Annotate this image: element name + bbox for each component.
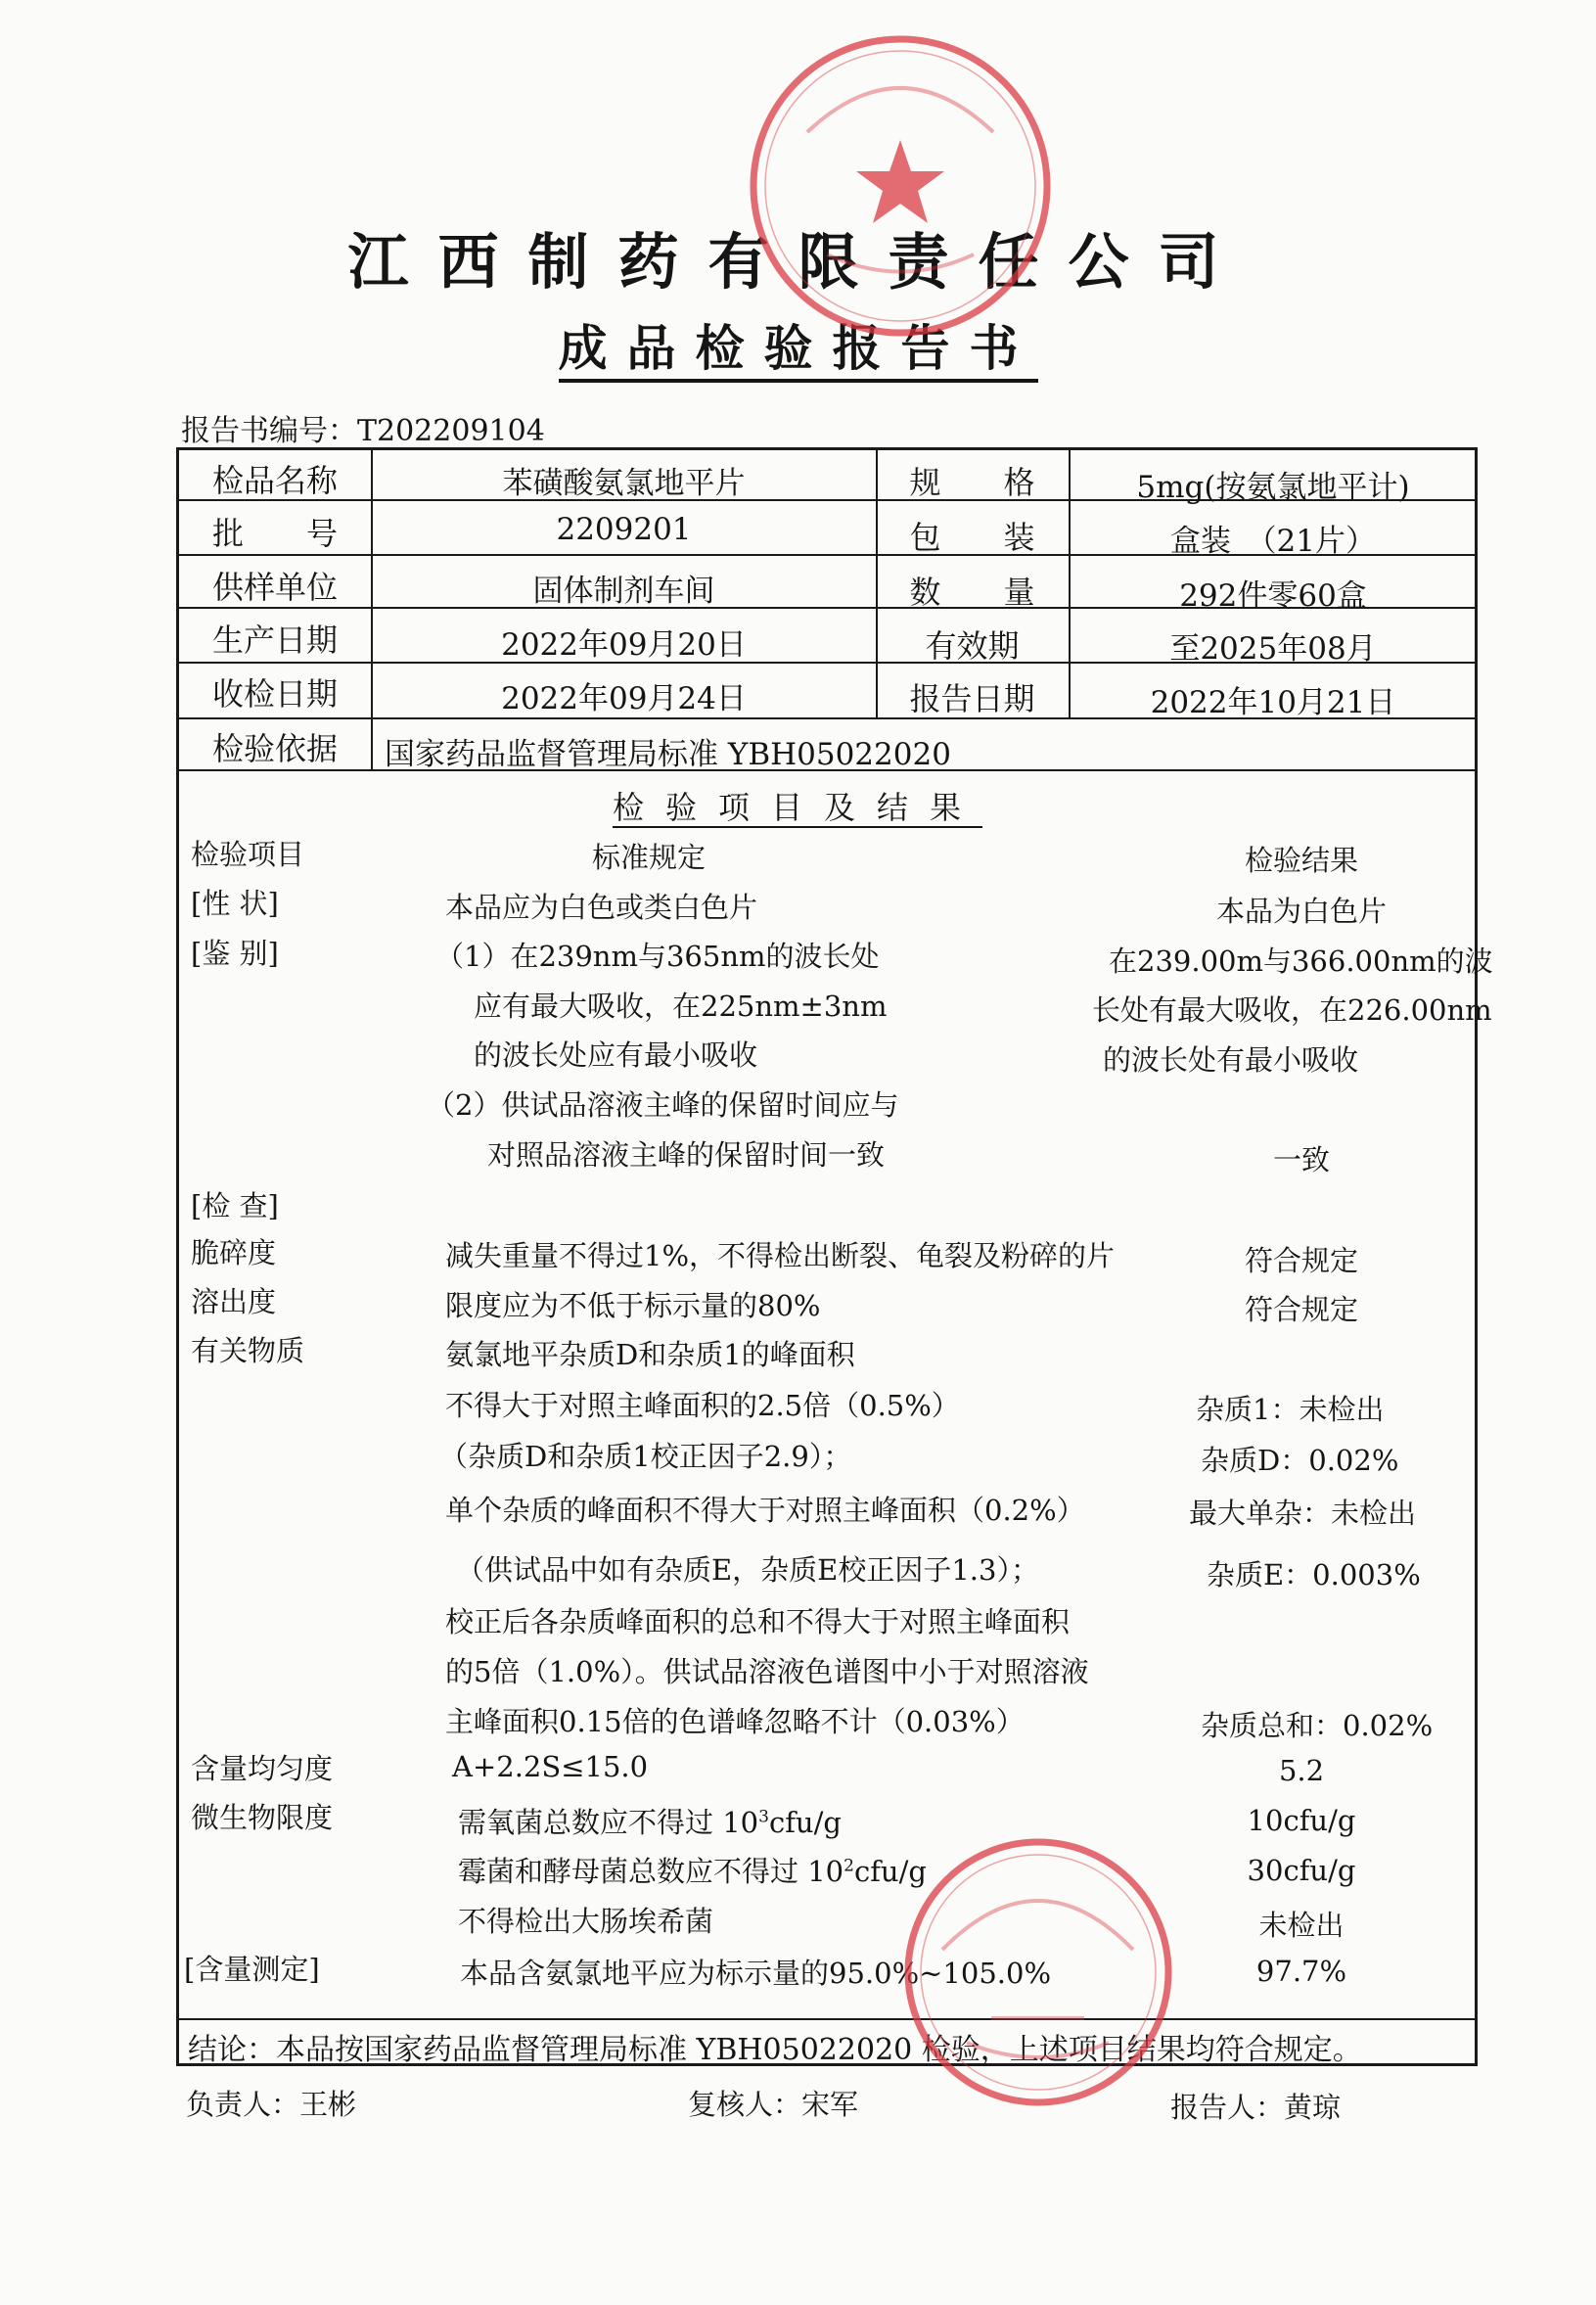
standard-identification-5: 对照品溶液主峰的保留时间一致 bbox=[487, 1138, 886, 1172]
item-content-uniformity: 含量均匀度 bbox=[191, 1752, 334, 1785]
value-sample-name: 苯磺酸氨氯地平片 bbox=[502, 466, 746, 501]
result-friability: 符合规定 bbox=[1244, 1244, 1358, 1277]
standard-related-4: 单个杂质的峰面积不得大于对照主峰面积（0.2%） bbox=[445, 1494, 1085, 1527]
label-receive-date: 收检日期 bbox=[211, 675, 338, 713]
label-expiry: 有效期 bbox=[925, 627, 1020, 665]
result-appearance: 本品为白色片 bbox=[1215, 895, 1387, 928]
item-appearance: [性 状] bbox=[191, 887, 279, 920]
value-supplier: 固体制剂车间 bbox=[532, 574, 715, 609]
seal-star-icon bbox=[856, 140, 944, 223]
value-package: 盒装 （21片） bbox=[1170, 524, 1376, 559]
col-header-standard: 标准规定 bbox=[592, 841, 707, 874]
label-quantity: 数 量 bbox=[909, 574, 1035, 611]
col-header-item: 检验项目 bbox=[191, 838, 305, 871]
result-identification-5: 一致 bbox=[1272, 1143, 1330, 1176]
document-title-text: 成品检验报告书 bbox=[559, 319, 1038, 383]
result-mold-yeast: 30cfu/g bbox=[1247, 1854, 1356, 1887]
value-production-date: 2022年09月20日 bbox=[501, 627, 747, 663]
result-dissolution: 符合规定 bbox=[1244, 1293, 1358, 1326]
label-sample-name: 检品名称 bbox=[211, 462, 338, 499]
item-dissolution: 溶出度 bbox=[191, 1285, 277, 1318]
result-assay: 97.7% bbox=[1255, 1955, 1347, 1988]
value-expiry: 至2025年08月 bbox=[1169, 631, 1377, 667]
label-report-date: 报告日期 bbox=[909, 680, 1035, 717]
label-package: 包 装 bbox=[909, 519, 1035, 556]
result-identification-1: 在239.00m与366.00nm的波 bbox=[1109, 945, 1493, 978]
standard-ecoli: 不得检出大肠埃希菌 bbox=[458, 1905, 714, 1938]
label-basis: 检验依据 bbox=[211, 730, 338, 767]
standard-content-uniformity: A+2.2S≤15.0 bbox=[452, 1750, 649, 1783]
signature-reviewer: 复核人：宋军 bbox=[688, 2088, 859, 2121]
result-total-impurities: 杂质总和：0.02% bbox=[1201, 1709, 1434, 1742]
label-supplier: 供样单位 bbox=[211, 569, 338, 606]
standard-dissolution: 限度应为不低于标示量的80% bbox=[445, 1289, 821, 1322]
standard-related-2: 不得大于对照主峰面积的2.5倍（0.5%） bbox=[445, 1389, 960, 1422]
standard-related-8: 主峰面积0.15倍的色谱峰忽略不计（0.03%） bbox=[445, 1705, 1025, 1738]
col-header-result: 检验结果 bbox=[1244, 844, 1358, 877]
standard-aerobic-count bbox=[458, 1801, 842, 1841]
result-aerobic-count: 10cfu/g bbox=[1247, 1804, 1356, 1837]
result-impurity-e: 杂质E：0.003% bbox=[1207, 1558, 1421, 1591]
results-section-title bbox=[0, 783, 1595, 828]
item-related-substances: 有关物质 bbox=[191, 1334, 305, 1367]
standard-related-5: （供试品中如有杂质E，杂质E校正因子1.3）； bbox=[456, 1553, 1039, 1587]
company-name: 江西制药有限责任公司 bbox=[347, 226, 1249, 298]
aerobic-count-text: 需氧菌总数应不得过 10 bbox=[458, 1806, 759, 1839]
standard-related-1: 氨氯地平杂质D和杂质1的峰面积 bbox=[445, 1338, 855, 1371]
result-impurity-1: 杂质1：未检出 bbox=[1196, 1393, 1385, 1426]
value-basis: 国家药品监督管理局标准 YBH05022020 bbox=[385, 737, 951, 772]
value-receive-date: 2022年09月24日 bbox=[501, 681, 747, 716]
label-batch: 批 号 bbox=[211, 515, 338, 552]
standard-related-3: （杂质D和杂质1校正因子2.9）； bbox=[439, 1440, 852, 1473]
standard-mold-yeast bbox=[458, 1850, 927, 1890]
result-impurity-d: 杂质D：0.02% bbox=[1201, 1444, 1399, 1477]
signature-responsible: 负责人：王彬 bbox=[186, 2088, 357, 2121]
signature-reporter: 报告人：黄琼 bbox=[1170, 2091, 1342, 2124]
standard-friability: 减失重量不得过1%，不得检出断裂、龟裂及粉碎的片 bbox=[445, 1239, 1116, 1272]
inspection-seal bbox=[739, 24, 1062, 347]
value-report-date: 2022年10月21日 bbox=[1150, 685, 1396, 720]
result-ecoli: 未检出 bbox=[1258, 1909, 1345, 1942]
value-spec: 5mg(按氨氯地平计) bbox=[1136, 470, 1410, 505]
aerobic-count-unit: cfu/g bbox=[768, 1806, 842, 1839]
value-batch: 2209201 bbox=[556, 512, 692, 547]
results-section-title-text: 检验项目及结果 bbox=[612, 789, 982, 826]
result-identification-3: 的波长处有最小吸收 bbox=[1103, 1043, 1359, 1077]
mold-yeast-text: 霉菌和酵母菌总数应不得过 10 bbox=[458, 1855, 844, 1888]
report-number: 报告书编号：T202209104 bbox=[181, 414, 545, 448]
standard-related-6: 校正后各杂质峰面积的总和不得大于对照主峰面积 bbox=[445, 1605, 1071, 1638]
standard-appearance: 本品应为白色或类白色片 bbox=[445, 891, 758, 924]
standard-related-7: 的5倍（1.0%）。供试品溶液色谱图中小于对照溶液 bbox=[445, 1655, 1089, 1688]
conclusion: 结论：本品按国家药品监督管理局标准 YBH05022020 检验，上述项目结果均符合规定。 bbox=[188, 2033, 1362, 2067]
quality-seal bbox=[898, 1832, 1178, 2112]
result-content-uniformity: 5.2 bbox=[1278, 1754, 1325, 1787]
item-assay: [含量测定] bbox=[184, 1953, 320, 1986]
item-microbial-limit: 微生物限度 bbox=[191, 1801, 334, 1834]
result-max-single: 最大单杂：未检出 bbox=[1189, 1497, 1417, 1530]
item-identification: [鉴 别] bbox=[191, 937, 279, 970]
item-inspection: [检 查] bbox=[191, 1189, 279, 1222]
value-quantity: 292件零60盒 bbox=[1179, 578, 1367, 614]
aerobic-count-exponent: 3 bbox=[758, 1807, 769, 1827]
standard-identification-4: （2）供试品溶液主峰的保留时间应与 bbox=[427, 1088, 899, 1122]
label-spec: 规 格 bbox=[909, 464, 1035, 501]
label-production-date: 生产日期 bbox=[211, 622, 338, 659]
mold-yeast-exponent: 2 bbox=[844, 1856, 854, 1876]
standard-identification-2: 应有最大吸收，在225nm±3nm bbox=[474, 990, 888, 1023]
standard-identification-1: （1）在239nm与365nm的波长处 bbox=[435, 940, 880, 973]
standard-identification-3: 的波长处应有最小吸收 bbox=[474, 1038, 758, 1072]
item-friability: 脆碎度 bbox=[191, 1236, 277, 1269]
standard-assay: 本品含氨氯地平应为标示量的95.0%~105.0% bbox=[460, 1957, 1052, 1990]
mold-yeast-unit: cfu/g bbox=[853, 1855, 927, 1888]
result-identification-2: 长处有最大吸收，在226.00nm bbox=[1092, 993, 1492, 1027]
